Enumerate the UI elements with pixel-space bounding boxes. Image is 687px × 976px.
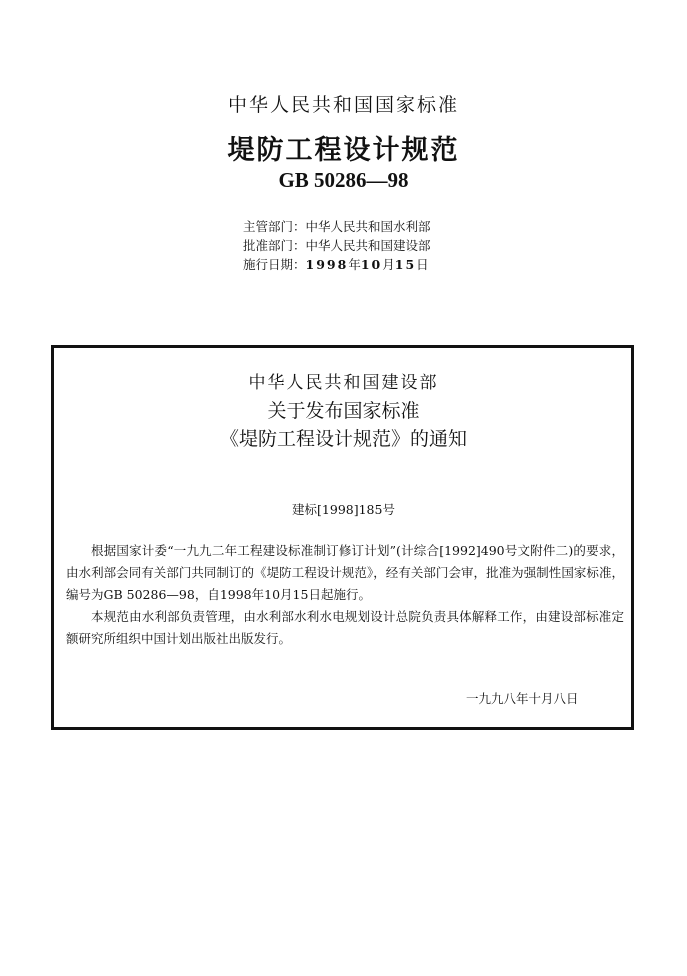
effective-day: 15 [394,257,417,272]
department-value: 中华人民共和国水利部 [305,219,431,234]
department-label: 主管部门： [243,219,306,234]
approver-value: 中华人民共和国建设部 [305,238,431,253]
metadata-block [243,217,431,274]
notice-document-number: 建标[1998]185号 [292,502,395,517]
effective-year: 1998 [305,257,349,272]
approver-label: 批准部门： [243,238,306,253]
standard-category: 中华人民共和国国家标准 [227,94,459,116]
standard-code: GB 50286—98 [278,168,409,192]
effective-label: 施行日期： [243,257,306,272]
month-unit: 月 [382,257,395,272]
notice-paragraph-2: 本规范由水利部负责管理，由水利部水利水电规划设计总院负责具体解释工作，由建设部标准定额研究所组织中国计划出版社出版发行。 [66,609,624,646]
notice-date: 一九九八年十月八日 [466,691,579,706]
department-row [243,217,431,236]
day-unit: 日 [416,257,429,272]
approver-row [243,236,431,255]
notice-title-line2: 《堤防工程设计规范》的通知 [219,428,467,450]
notice-issuer: 中华人民共和国建设部 [248,373,439,393]
notice-title-line1: 关于发布国家标准 [267,400,420,422]
notice-body [66,540,624,650]
effective-date-row [243,255,431,274]
document-title: 堤防工程设计规范 [227,135,460,166]
year-unit: 年 [348,257,361,272]
effective-month: 10 [360,257,383,272]
notice-paragraph-1: 根据国家计委“一九九二年工程建设标准制订修订计划”(计综合[1992]490号文附件二)的要求，由水利部会同有关部门共同制订的《堤防工程设计规范》，经有关部门会审，批准为强制性国家标准，编号为GB 50286—98，自1998年10月15日起施行。 [66,543,624,602]
